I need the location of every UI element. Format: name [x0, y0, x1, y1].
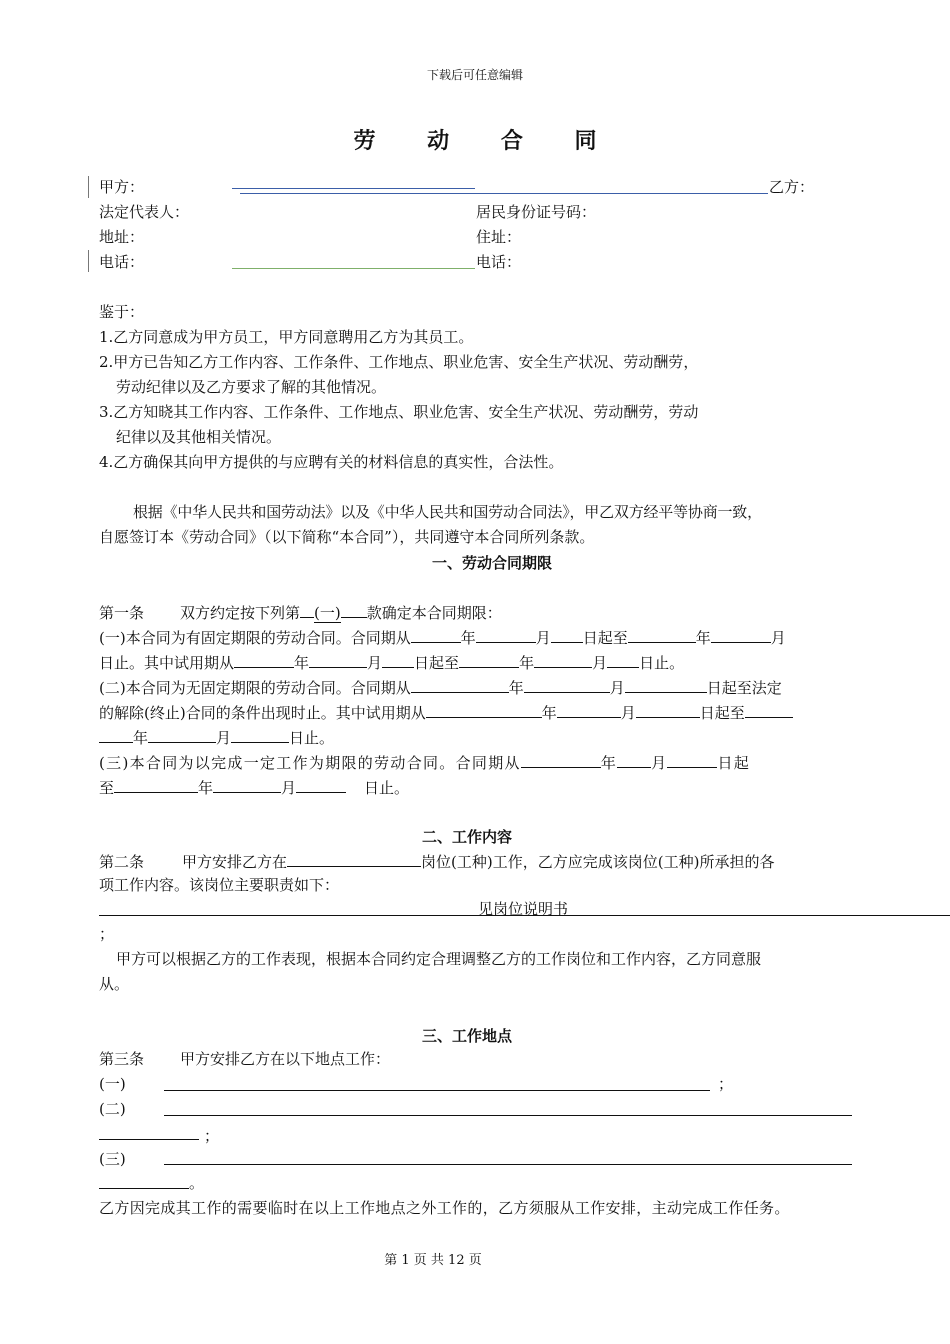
residence-label: 住址：	[476, 228, 522, 246]
month-label: 月	[651, 754, 668, 772]
article-1	[99, 602, 502, 622]
month-label: 月	[620, 704, 636, 722]
year-label: 年	[198, 779, 214, 797]
location-label: (三)	[99, 1150, 126, 1168]
day-label: 日止。	[289, 729, 335, 747]
month-label: 月	[770, 629, 786, 647]
day-label: 日起	[717, 754, 751, 772]
article-label: 第一条	[99, 604, 145, 622]
article-text: 双方约定按下列第	[180, 604, 301, 622]
whereas-item: 4.乙方确保其向甲方提供的与应聘有关的材料信息的真实性，合法性。	[99, 453, 564, 471]
month-label: 月	[216, 729, 232, 747]
article-text: 款确定本合同期限：	[366, 604, 502, 622]
month-label: 月	[609, 679, 625, 697]
whereas-item: 1.乙方同意成为甲方员工，甲方同意聘用乙方为其员工。	[99, 328, 474, 346]
phone-a-label: 电话：	[99, 253, 145, 271]
article-2-line2: 项工作内容。该岗位主要职责如下：	[99, 876, 340, 894]
option-2-line	[99, 727, 334, 747]
option-text: 日止。其中试用期从	[99, 654, 235, 672]
location-line	[164, 1115, 852, 1116]
whereas-item: 劳动纪律以及乙方要求了解的其他情况。	[116, 378, 387, 396]
day-label: 日起至	[414, 654, 460, 672]
whereas-item: 2.甲方已告知乙方工作内容、工作条件、工作地点、职业危害、安全生产状况、劳动酬劳，	[99, 353, 699, 371]
article-3	[99, 1050, 390, 1068]
day-label: 日起至	[582, 629, 628, 647]
location-line	[164, 1090, 710, 1091]
section-heading: 三、工作地点	[421, 1027, 512, 1045]
legal-rep-label: 法定代表人：	[99, 203, 190, 221]
article-label: 第三条	[99, 1050, 145, 1068]
option-text: 的解除(终止)合同的条件出现时止。其中试用期从	[99, 704, 426, 722]
adjust-line: 从。	[99, 975, 130, 993]
preamble-line: 根据《中华人民共和国劳动法》以及《中华人民共和国劳动合同法》，甲乙双方经平等协商一致，	[133, 503, 762, 521]
party-b-label: 乙方：	[769, 178, 815, 196]
duty-text: 见岗位说明书	[478, 900, 569, 918]
location-line	[99, 1139, 199, 1140]
address-label: 地址：	[99, 228, 145, 246]
option-3-line	[99, 752, 750, 772]
year-label: 年	[294, 654, 310, 672]
year-label: 年	[695, 629, 711, 647]
location-period: 。	[189, 1174, 205, 1192]
option-text: 至	[99, 779, 115, 797]
option-1-line	[99, 652, 684, 672]
article-text: 甲方安排乙方在以下地点工作：	[180, 1050, 391, 1068]
year-label: 年	[508, 679, 524, 697]
term-choice: (一)	[314, 604, 341, 622]
option-2-line	[99, 677, 782, 697]
left-margin-mark	[88, 250, 89, 272]
document-title: 劳 动 合 同	[353, 128, 619, 154]
location-label: (一)	[99, 1075, 126, 1093]
location-line	[99, 1188, 189, 1189]
location-label: (二)	[99, 1100, 126, 1118]
adjust-line: 甲方可以根据乙方的工作表现，根据本合同约定合理调整乙方的工作岗位和工作内容，乙方同意服	[116, 950, 762, 968]
day-label: 日止。	[639, 654, 685, 672]
article-label: 第二条	[99, 853, 145, 871]
option-3-line	[99, 777, 409, 797]
year-label: 年	[600, 754, 618, 772]
month-label: 月	[535, 629, 551, 647]
option-2-line	[99, 702, 793, 722]
year-label: 年	[133, 729, 149, 747]
section-heading: 二、工作内容	[421, 828, 512, 846]
month-label: 月	[367, 654, 383, 672]
year-label: 年	[460, 629, 476, 647]
location-semicolon: ；	[204, 1127, 220, 1145]
option-1-line	[99, 627, 786, 647]
header-note: 下载后可任意编辑	[426, 68, 523, 82]
option-text: 日起至法定	[706, 679, 782, 697]
article-text: 岗位(工种)工作，乙方应完成该岗位(工种)所承担的各	[421, 853, 775, 871]
left-margin-mark	[88, 176, 89, 198]
whereas-item: 3.乙方知晓其工作内容、工作条件、工作地点、职业危害、安全生产状况、劳动酬劳，劳动	[99, 403, 699, 421]
month-label: 月	[592, 654, 608, 672]
page-number: 第 1 页 共 12 页	[384, 1253, 482, 1268]
party-line-blue	[240, 193, 768, 194]
option-text: (二)本合同为无固定期限的劳动合同。合同期从	[99, 679, 411, 697]
section-heading: 一、劳动合同期限	[431, 554, 552, 572]
location-semicolon: ；	[718, 1075, 734, 1093]
duty-semicolon: ；	[99, 925, 115, 943]
whereas-item: 纪律以及其他相关情况。	[116, 428, 282, 446]
party-a-label: 甲方：	[99, 178, 145, 196]
id-number-label: 居民身份证号码：	[476, 203, 597, 221]
year-label: 年	[519, 654, 535, 672]
option-text: (三)本合同为以完成一定工作为期限的劳动合同。合同期从	[99, 754, 521, 772]
phone-line-green	[232, 268, 475, 269]
option-text: (一)本合同为有固定期限的劳动合同。合同期从	[99, 629, 411, 647]
party-a-line	[232, 188, 475, 189]
day-label: 日起至	[699, 704, 745, 722]
article-2	[99, 851, 774, 871]
month-label: 月	[281, 779, 297, 797]
preamble-line: 自愿签订本《劳动合同》（以下简称“本合同”），共同遵守本合同所列条款。	[99, 528, 595, 546]
whereas-label: 鉴于：	[99, 303, 145, 321]
location-line	[164, 1164, 852, 1165]
outside-work-text: 乙方因完成其工作的需要临时在以上工作地点之外工作的，乙方须服从工作安排，主动完成工作任务。	[99, 1199, 790, 1217]
phone-b-label: 电话：	[476, 253, 522, 271]
year-label: 年	[541, 704, 557, 722]
day-label: 日止。	[364, 779, 410, 797]
article-text: 甲方安排乙方在	[182, 853, 288, 871]
